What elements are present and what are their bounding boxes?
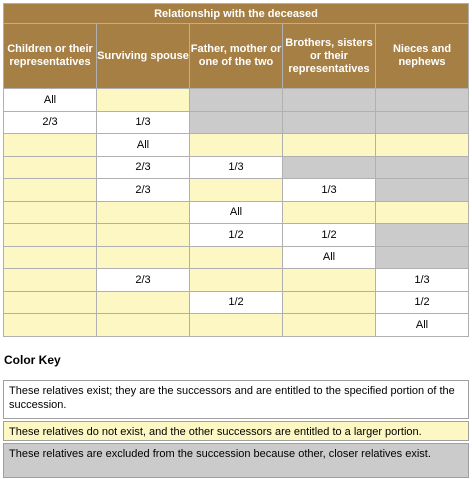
table-cell: All	[283, 246, 376, 269]
table-cell: 1/3	[376, 269, 469, 292]
table-cell	[97, 314, 190, 337]
table-cell	[4, 179, 97, 202]
table-cell	[190, 246, 283, 269]
table-cell	[190, 314, 283, 337]
table-cell	[190, 179, 283, 202]
table-cell	[283, 201, 376, 224]
table-cell	[4, 134, 97, 157]
table-row	[4, 269, 469, 292]
table-row	[4, 291, 469, 314]
table-cell	[283, 89, 376, 112]
table-cell	[97, 201, 190, 224]
header-spouse: Surviving spouse	[97, 24, 190, 89]
table-cell	[4, 156, 97, 179]
table-cell	[4, 269, 97, 292]
header-children: Children or their representatives	[4, 24, 97, 89]
table-cell: 1/3	[190, 156, 283, 179]
table-cell	[4, 246, 97, 269]
table-cell: 1/3	[283, 179, 376, 202]
table-cell: All	[190, 201, 283, 224]
table-cell	[190, 89, 283, 112]
table-cell	[97, 246, 190, 269]
table-cell: All	[376, 314, 469, 337]
table-cell: 2/3	[4, 111, 97, 134]
table-row	[4, 179, 469, 202]
table-cell	[376, 111, 469, 134]
header-siblings: Brothers, sisters or their representatives	[283, 24, 376, 89]
table-row	[4, 111, 469, 134]
table-cell	[97, 224, 190, 247]
table-cell	[376, 179, 469, 202]
table-cell	[376, 224, 469, 247]
table-cell	[97, 89, 190, 112]
table-cell: 2/3	[97, 269, 190, 292]
table-cell	[376, 201, 469, 224]
table-cell	[283, 156, 376, 179]
table-cell	[283, 291, 376, 314]
table-cell	[4, 291, 97, 314]
table-row	[4, 156, 469, 179]
table-row	[4, 246, 469, 269]
table-cell	[376, 156, 469, 179]
table-cell: 2/3	[97, 156, 190, 179]
table-row	[4, 314, 469, 337]
table-row	[4, 224, 469, 247]
table-cell	[4, 314, 97, 337]
key-excluded: These relatives are excluded from the succession because other, closer relatives exist.	[3, 443, 469, 478]
table-cell	[283, 269, 376, 292]
table-cell	[283, 314, 376, 337]
table-cell: 1/2	[190, 291, 283, 314]
table-cell: All	[4, 89, 97, 112]
table-cell	[283, 134, 376, 157]
table-cell	[376, 89, 469, 112]
table-cell	[4, 201, 97, 224]
table-cell: 1/2	[190, 224, 283, 247]
header-parents: Father, mother or one of the two	[190, 24, 283, 89]
table-cell	[283, 111, 376, 134]
table-cell	[190, 111, 283, 134]
color-key-title: Color Key	[4, 353, 61, 367]
table-cell	[376, 246, 469, 269]
table-cell	[4, 224, 97, 247]
table-cell	[190, 134, 283, 157]
succession-table	[3, 3, 469, 337]
table-cell	[376, 134, 469, 157]
table-row	[4, 134, 469, 157]
table-cell: 1/3	[97, 111, 190, 134]
table-row	[4, 89, 469, 112]
key-exist: These relatives exist; they are the successors and are entitled to the specified portion of the succession.	[3, 380, 469, 419]
table-cell: 2/3	[97, 179, 190, 202]
table-title: Relationship with the deceased	[4, 4, 469, 24]
table-row	[4, 201, 469, 224]
table-cell: All	[97, 134, 190, 157]
header-nieces-nephews: Nieces and nephews	[376, 24, 469, 89]
table-cell: 1/2	[376, 291, 469, 314]
key-not-exist: These relatives do not exist, and the other successors are entitled to a larger portion.	[3, 421, 469, 441]
table-cell	[190, 269, 283, 292]
table-cell: 1/2	[283, 224, 376, 247]
table-cell	[97, 291, 190, 314]
